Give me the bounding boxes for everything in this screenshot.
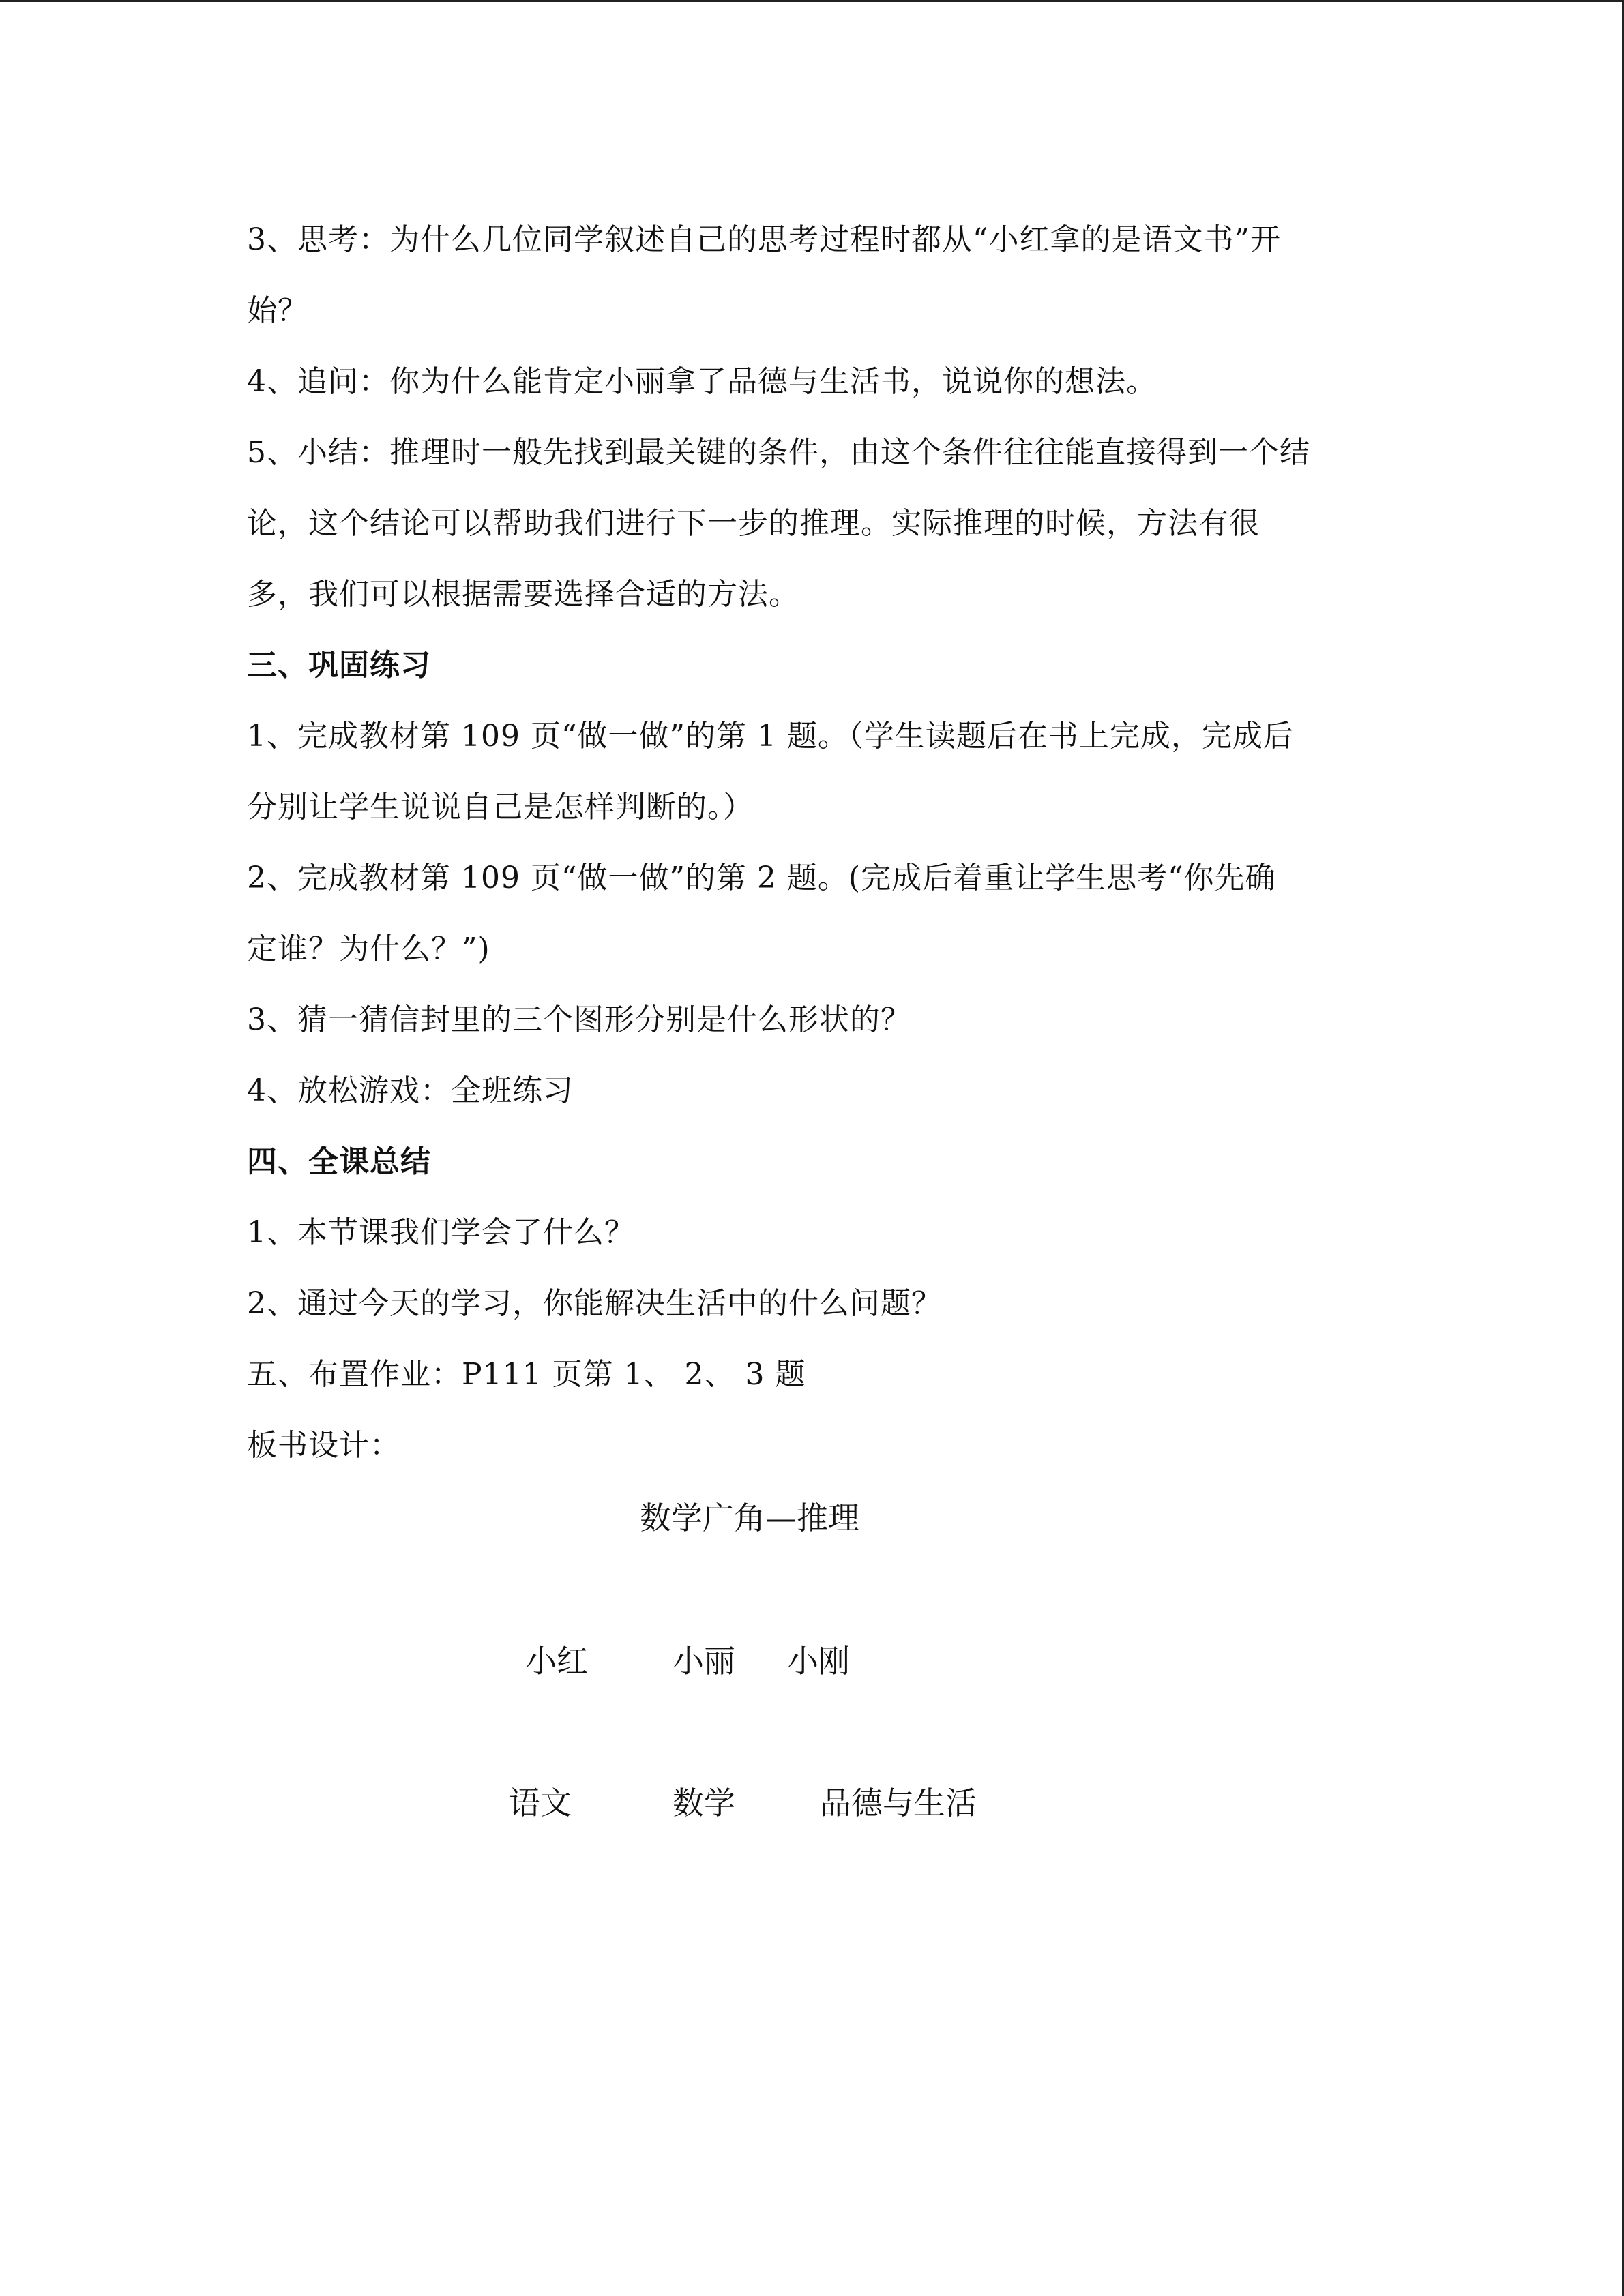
board-subject-morality: 品德与生活 [820,1785,977,1821]
text-line-13: 4、放松游戏：全班练习 [247,1073,574,1108]
document-body [247,205,1379,1481]
board-subject-math: 数学 [673,1785,735,1821]
section-heading-practice: 三、巩固练习 [247,648,431,683]
text-line-1: 3、思考：为什么几位同学叙述自己的思考过程时都从“小红拿的是语文书”开 [247,222,1281,257]
text-line-9: 分别让学生说说自己是怎样判断的。） [247,790,754,824]
text-line-6: 多，我们可以根据需要选择合适的方法。 [247,577,799,612]
text-line-4: 5、小结：推理时一般先找到最关键的条件，由这个条件往往能直接得到一个结 [247,435,1310,470]
text-line-3: 4、追问：你为什么能肯定小丽拿了品德与生活书，说说你的想法。 [247,364,1157,399]
text-line-16: 2、通过今天的学习，你能解决生活中的什么问题？ [247,1286,942,1321]
board-design-label: 板书设计： [247,1428,400,1463]
text-line-2: 始？ [247,293,308,328]
text-line-15: 1、本节课我们学会了什么？ [247,1215,635,1250]
board-name-xiaohong: 小红 [525,1643,588,1680]
text-line-12: 3、猜一猜信封里的三个图形分别是什么形状的？ [247,1002,911,1037]
board-name-xiaoli: 小丽 [673,1643,735,1680]
section-heading-summary: 四、全课总结 [247,1144,431,1179]
board-name-xiaogang: 小刚 [787,1643,850,1680]
text-line-5: 论，这个结论可以帮助我们进行下一步的推理。实际推理的时候，方法有很 [247,506,1260,541]
text-line-11: 定谁？为什么？”) [247,931,490,966]
top-border-line [0,0,1624,2]
board-subject-chinese: 语文 [509,1785,572,1821]
homework-line: 五、布置作业：P111 页第 1、 2、 3 题 [247,1357,806,1392]
text-line-10: 2、完成教材第 109 页“做一做”的第 2 题。(完成后着重让学生思考“你先确 [247,861,1276,895]
text-line-8: 1、完成教材第 109 页“做一做”的第 1 题。（学生读题后在书上完成，完成后 [247,719,1294,754]
board-title: 数学广角—推理 [640,1500,859,1536]
